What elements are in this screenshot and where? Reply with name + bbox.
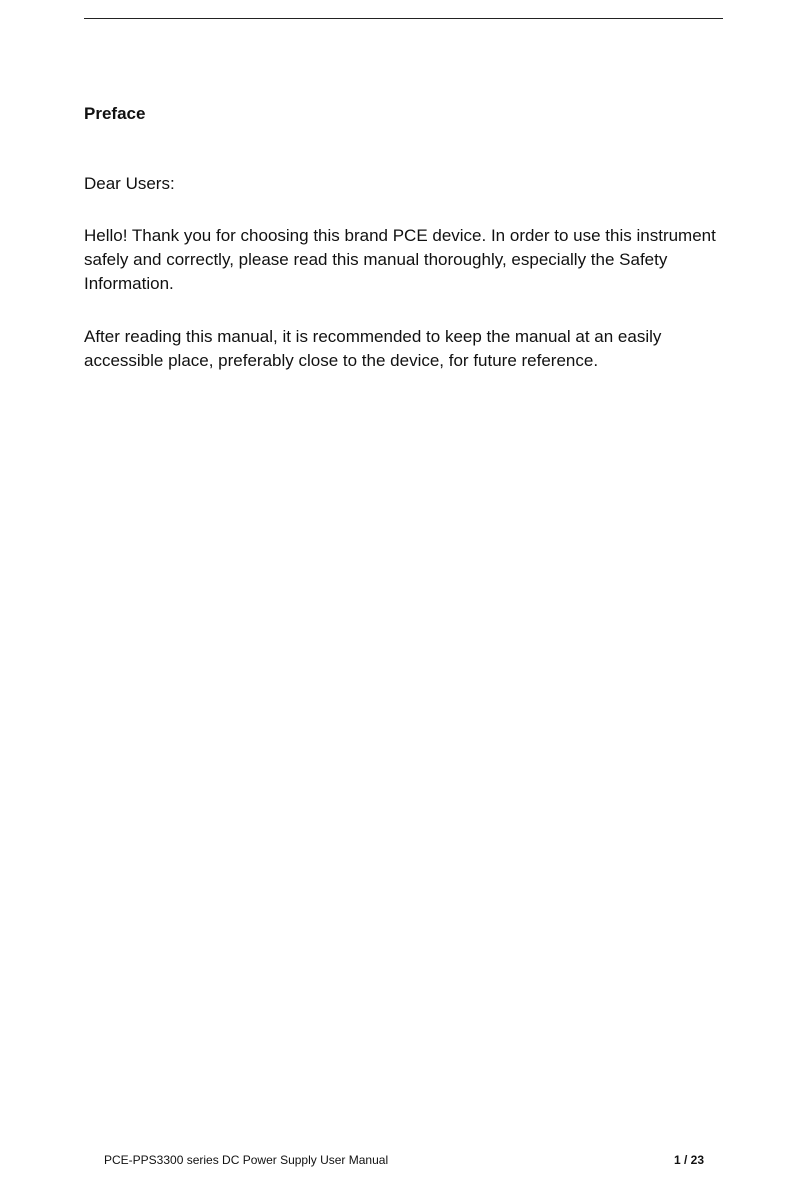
section-heading: Preface: [84, 104, 146, 123]
paragraph-storage: After reading this manual, it is recommended to keep the manual at an easily accessible place, preferably close to the device, for future reference.: [84, 327, 662, 370]
greeting-text: Dear Users:: [84, 174, 175, 193]
footer-document-title: PCE-PPS3300 series DC Power Supply User Manual: [104, 1153, 389, 1167]
header-rule: [84, 18, 723, 19]
paragraph-intro: Hello! Thank you for choosing this brand PCE device. In order to use this instrument safely and correctly, please read this manual thoroughly, especially the Safety Information.: [84, 226, 716, 293]
footer-page-number: 1 / 23: [673, 1153, 704, 1167]
